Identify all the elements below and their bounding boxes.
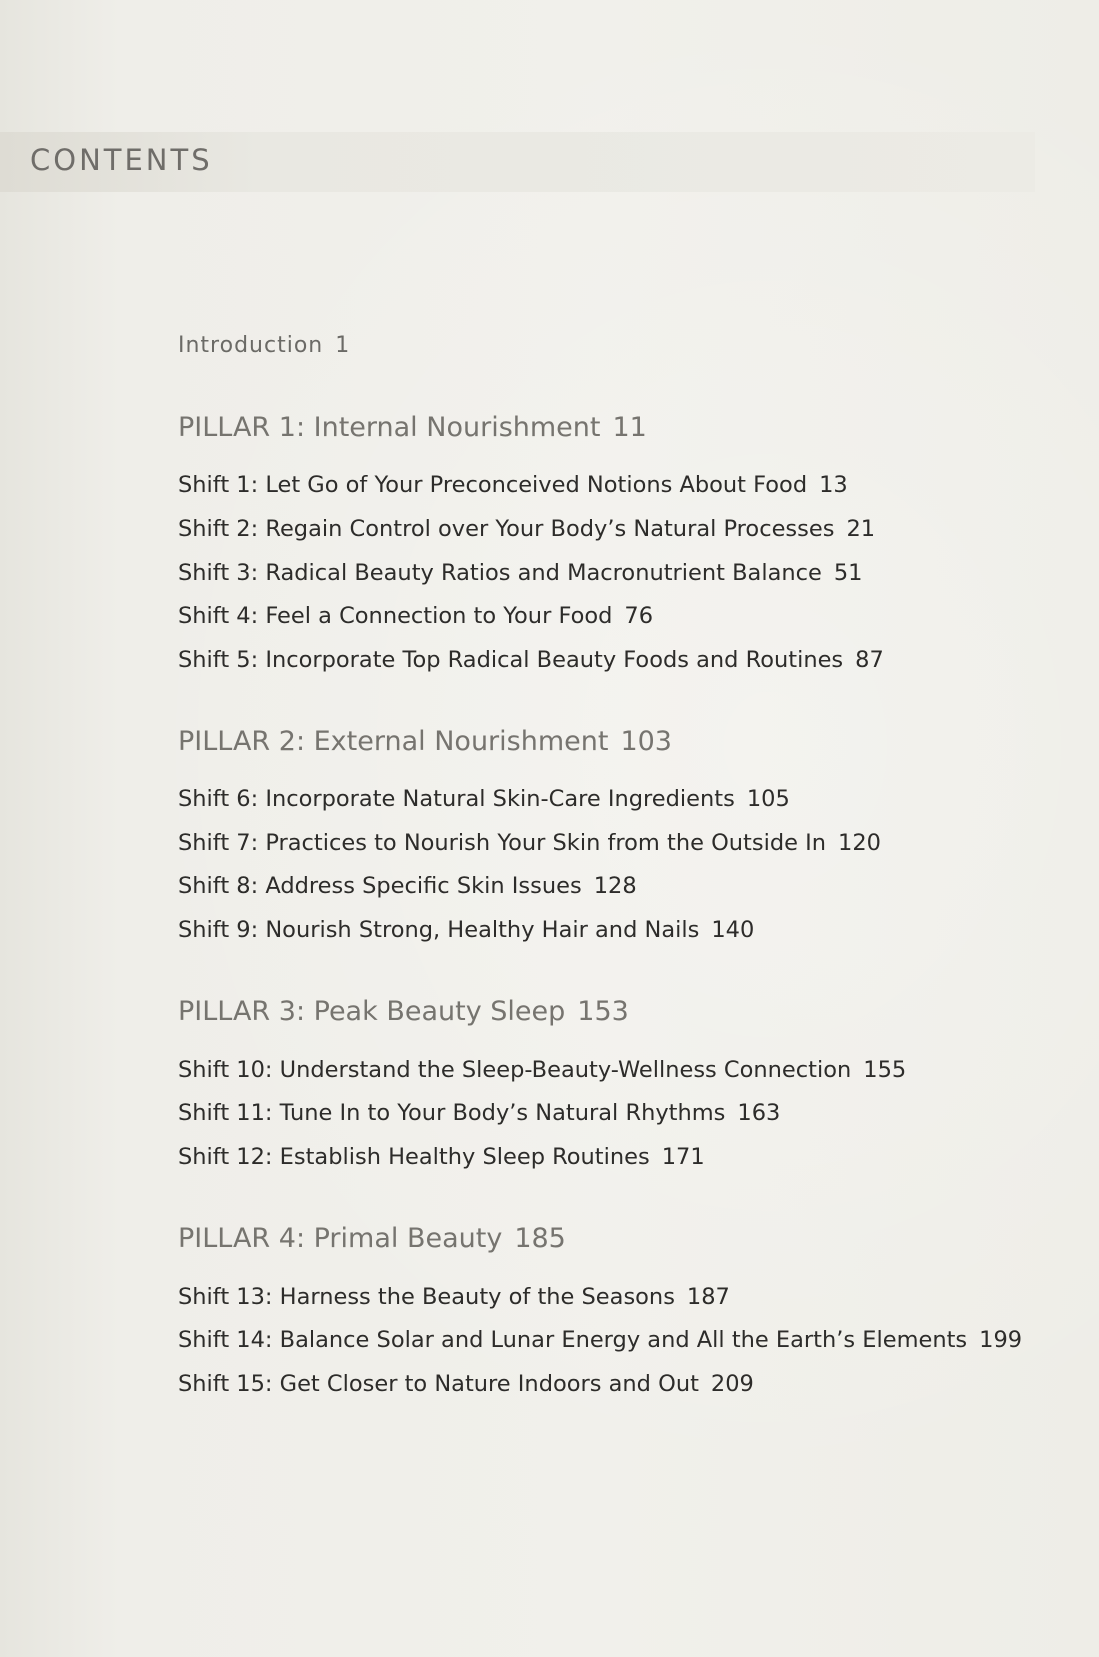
shift-entry <box>178 786 790 812</box>
shift-title: Shift 15: Get Closer to Nature Indoors and Out <box>178 1371 699 1397</box>
shift-page-number: 105 <box>746 786 790 812</box>
shift-page-number: 209 <box>710 1371 754 1397</box>
shift-entry <box>178 1327 1022 1353</box>
page-title: CONTENTS <box>30 143 213 177</box>
shift-title: Shift 13: Harness the Beauty of the Seasons <box>178 1284 675 1310</box>
shift-entry <box>178 472 848 498</box>
shift-entry <box>178 1057 906 1083</box>
shift-title: Shift 7: Practices to Nourish Your Skin from the Outside In <box>178 830 827 856</box>
pillar-heading <box>178 996 629 1027</box>
shift-entry <box>178 603 653 629</box>
pillar-title: PILLAR 3: Peak Beauty Sleep <box>178 996 566 1027</box>
shift-title: Shift 1: Let Go of Your Preconceived Notions About Food <box>178 472 808 498</box>
entry-title: Introduction <box>178 333 324 358</box>
shift-title: Shift 5: Incorporate Top Radical Beauty Foods and Routines <box>178 647 844 673</box>
shift-title: Shift 3: Radical Beauty Ratios and Macronutrient Balance <box>178 560 822 586</box>
pillar-title: PILLAR 1: Internal Nourishment <box>178 412 601 443</box>
pillar-title: PILLAR 2: External Nourishment <box>178 726 609 757</box>
shift-page-number: 163 <box>737 1100 781 1126</box>
entry-page-number: 1 <box>335 333 351 358</box>
pillar-page-number: 103 <box>620 726 672 757</box>
pillar-page-number: 153 <box>577 996 629 1027</box>
shift-entry <box>178 830 881 856</box>
shift-entry <box>178 1284 730 1310</box>
shift-page-number: 199 <box>979 1327 1023 1353</box>
shift-entry <box>178 516 875 542</box>
shift-page-number: 171 <box>661 1144 705 1170</box>
shift-page-number: 140 <box>711 917 755 943</box>
shift-page-number: 120 <box>838 830 881 856</box>
shift-page-number: 155 <box>863 1057 907 1083</box>
shift-title: Shift 10: Understand the Sleep-Beauty-Wellness Connection <box>178 1057 852 1083</box>
pillar-title: PILLAR 4: Primal Beauty <box>178 1223 503 1254</box>
shift-entry <box>178 917 754 943</box>
shift-entry <box>178 1144 705 1170</box>
shift-entry <box>178 647 884 673</box>
shift-entry <box>178 1100 780 1126</box>
pillar-heading <box>178 1223 566 1254</box>
shift-title: Shift 4: Feel a Connection to Your Food <box>178 603 613 629</box>
shift-title: Shift 8: Address Specific Skin Issues <box>178 873 582 899</box>
shift-title: Shift 2: Regain Control over Your Body’s Natural Processes <box>178 516 835 542</box>
shift-entry <box>178 873 637 899</box>
shift-page-number: 13 <box>819 472 848 498</box>
shift-entry <box>178 560 863 586</box>
shift-title: Shift 11: Tune In to Your Body’s Natural Rhythms <box>178 1100 726 1126</box>
toc-entry-introduction <box>178 333 350 358</box>
pillar-heading <box>178 726 672 757</box>
shift-title: Shift 12: Establish Healthy Sleep Routines <box>178 1144 650 1170</box>
shift-title: Shift 9: Nourish Strong, Healthy Hair and Nails <box>178 917 700 943</box>
shift-entry <box>178 1371 754 1397</box>
shift-title: Shift 6: Incorporate Natural Skin-Care Ingredients <box>178 786 735 812</box>
shift-page-number: 51 <box>833 560 863 586</box>
shift-title: Shift 14: Balance Solar and Lunar Energy and All the Earth’s Elements <box>178 1327 968 1353</box>
pillar-heading <box>178 412 647 443</box>
shift-page-number: 21 <box>846 516 876 542</box>
pillar-page-number: 11 <box>612 412 647 443</box>
pillar-page-number: 185 <box>514 1223 566 1254</box>
shift-page-number: 128 <box>593 873 637 899</box>
shift-page-number: 76 <box>624 603 654 629</box>
shift-page-number: 187 <box>686 1284 730 1310</box>
shift-page-number: 87 <box>855 647 884 673</box>
